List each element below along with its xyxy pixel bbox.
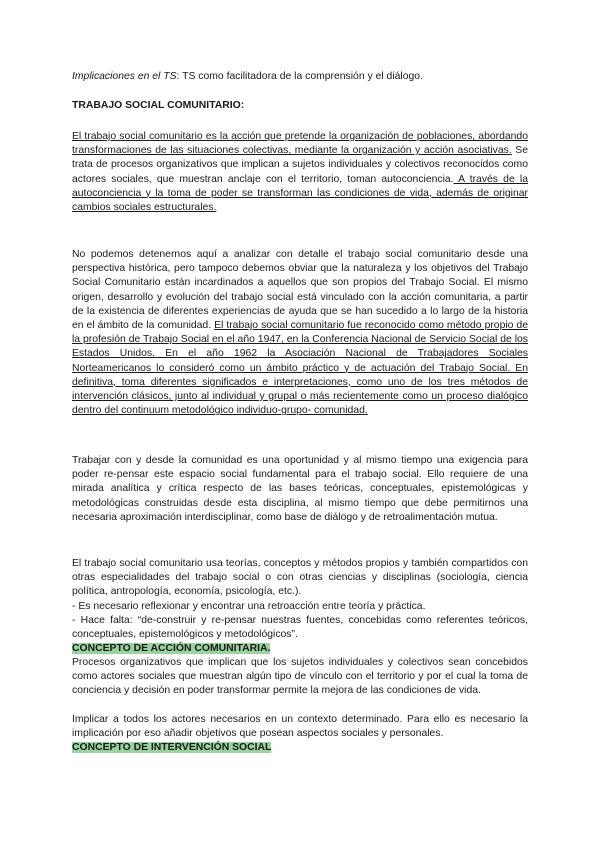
history-text: No podemos detenernos aquí a analizar con detalle el trabajo social comunitario desde una perspectiva histórica, pero tampoco debemos obviar que la naturaleza y los objetivos del Trabajo Social Comunitario están incardinados a aquellos que son propios del Trabajo Social. El mismo origen, desarrollo y evolución del trabajo social está vinculado con la acción comunitaria, a partir de la existencia de diferentes experiencias de ayuda que se han sucedido a lo largo de la historia en el ámbito de la comunidad. [72,249,528,332]
paragraph-history [72,248,528,418]
intro-text: : TS como facilitadora de la comprensión y el diálogo. [176,71,423,82]
paragraph-definition [72,130,528,215]
heading-trabajo-social-comunitario: TRABAJO SOCIAL COMUNITARIO: [72,100,245,111]
bullet-reflexionar: - Es necesario reflexionar y encontrar una retroacción entre teoría y práctica. [72,601,426,612]
intro-label: Implicaciones en el TS [72,71,177,82]
heading-accion-comunitaria-text: CONCEPTO DE ACCIÓN COMUNITARIA. [72,643,271,654]
heading-accion-comunitaria [72,642,528,656]
paragraph-procesos: Procesos organizativos que implican que los sujetos individuales y colectivos sean concebidos como actores sociales que muestran algún tipo de vínculo con el territorio y por el cual la toma de conciencia y decisión en poder transformar permite la mejora de las condiciones de vida. [72,657,528,697]
definition-text: Se trata de procesos organizativos que implican a sujetos individuales y colectivos reconocidos como actores sociales, que muestran anclaje con el territorio, toman autoconciencia. [72,145,528,185]
definition-underlined-2: A través de la autoconciencia y la toma de poder se transforman las condiciones de vida, además de originar cambios sociales estructurales. [72,173,528,214]
bullet-hace-falta: - Hace falta: “de-construir y re-pensar nuestras fuentes, concebidas como referentes teóricos, conceptuales, epistemológicos y metodológicos”. [72,615,528,641]
paragraph-theories: El trabajo social comunitario usa teorías, conceptos y métodos propios y también compartidos con otras especialidades del trabajo social o con otras ciencias y disciplinas (sociología, ciencia política, antropología, economía, psicología, etc.). [72,558,528,598]
heading-intervencion-social [72,741,528,755]
intro-line [72,70,528,84]
definition-underlined-1: El trabajo social comunitario es la acción que pretende la organización de poblaciones, abordando transformaciones de las situaciones colectivas, mediante la organización y acción asociativas. [72,131,528,157]
heading-intervencion-social-text: CONCEPTO DE INTERVENCIÓN SOCIAL [72,742,272,753]
paragraph-opportunity: Trabajar con y desde la comunidad es una oportunidad y al mismo tiempo una exigencia para poder re-pensar este espacio social fundamental para el trabajo social. Ello requiere de una mirada analítica y crítica respecto de las bases teóricas, conceptuales, epistemológicas y metodológicas construidas desde esta disciplina, al mismo tiempo que debe permitirnos una necesaria aproximación interdisciplinar, como base de diálogo y de retroalimentación mutua. [72,455,528,523]
history-underlined: El trabajo social comunitario fue reconocido como método propio de la profesión de Trabajo Social en el año 1947, en la Conferencia Nacional de Servicio Social de los Estados Unidos. En el año 1962 la Asociación Nacional de Trabajadores Sociales Norteamericanos lo consideró como un ámbito práctico y de actuación del Trabajo Social. En definitiva, toma diferentes significados e interpretaciones, como uno de los tres métodos de intervención clásicos, junto al individual y grupal o más recientemente como un proceso dialógico dentro del continuum metodológico individuo-grupo- comunidad. [72,320,528,417]
paragraph-implicar: Implicar a todos los actores necesarios en un contexto determinado. Para ello es necesario la implicación por eso añadir objetivos que posean aspectos sociales y personales. [72,714,528,740]
